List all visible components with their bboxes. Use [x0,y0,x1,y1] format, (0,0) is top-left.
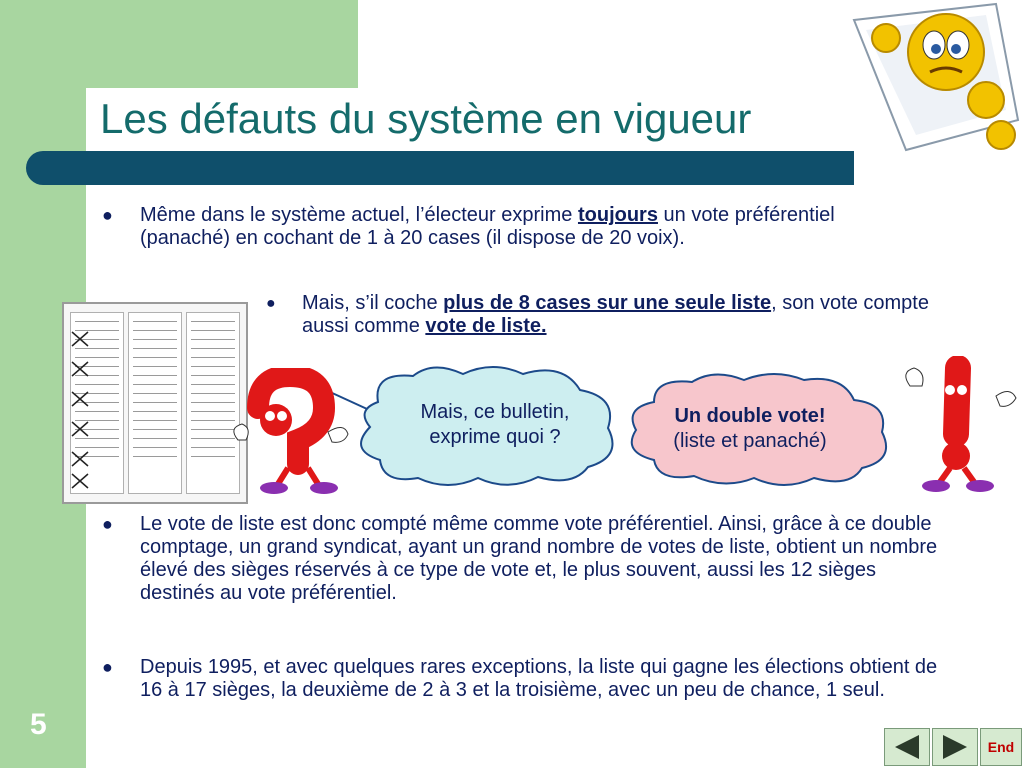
ballot-image [62,302,248,504]
bullet-3-text: Le vote de liste est donc compté même comme vote préférentiel. Ainsi, grâce à ce double comptage, un grand syndicat, ayant un grand nombre de votes de liste, obtient un nombre élevé des sièges réservés à ce type de vote et, le plus souvent, aussi les 12 sièges destinés au vote préférentiel. [140,513,938,604]
bullet-3 [102,513,940,605]
slide-title: Les défauts du système en vigueur [100,95,752,142]
bullet-dot-icon: ● [102,657,113,677]
question-mark-character-icon [228,368,358,500]
exclamation-mark-character-icon [900,356,1020,494]
bullet-2-emphasis-1: plus de 8 cases sur une seule liste [443,292,772,314]
triangle-left-icon [885,729,929,765]
bullet-dot-icon: ● [266,295,276,312]
ballot-checkmarks-icon [68,324,98,494]
bullet-1-emphasis: toujours [577,204,658,226]
smiley-mascot-icon [846,0,1024,160]
ballot-column [128,312,182,494]
cloud-right-text [640,404,860,454]
title-underline-bar [26,151,854,185]
bullet-2-emphasis-2: vote de liste. [425,315,547,337]
bullet-4 [102,656,940,702]
bullet-2-text-b: , son vote compte aussi comme [302,292,929,337]
slide-navigation [884,728,1020,764]
next-slide-button[interactable] [932,728,978,766]
bullet-4-text: Depuis 1995, et avec quelques rares exceptions, la liste qui gagne les élections obtient de 16 à 17 sièges, la deuxième de 2 à 3 et la troisième, avec un peu de chance, 1 seul. [140,656,938,701]
bullet-dot-icon: ● [102,205,113,225]
previous-slide-button[interactable] [884,728,930,766]
cloud-right-line-2: (liste et panaché) [673,430,827,452]
bullet-2 [266,292,942,338]
page-number: 5 [30,708,47,741]
triangle-right-icon [933,729,977,765]
bullet-1 [102,204,920,250]
end-button[interactable]: End [980,728,1022,766]
bullet-1-text-a: Même dans le système actuel, l’électeur exprime [140,204,578,226]
cloud-left-line-1: Mais, ce bulletin, [420,401,570,423]
cloud-left-text [380,400,610,450]
cloud-right-line-1: Un double vote! [674,405,826,427]
bullet-dot-icon: ● [102,514,113,534]
bullet-2-text-a: Mais, s’il coche [302,292,444,314]
bullet-1-text-b: un vote préférentiel (panaché) en cochant de 1 à 20 cases (il dispose de 20 voix). [140,204,835,249]
cloud-left-line-2: exprime quoi ? [429,426,561,448]
